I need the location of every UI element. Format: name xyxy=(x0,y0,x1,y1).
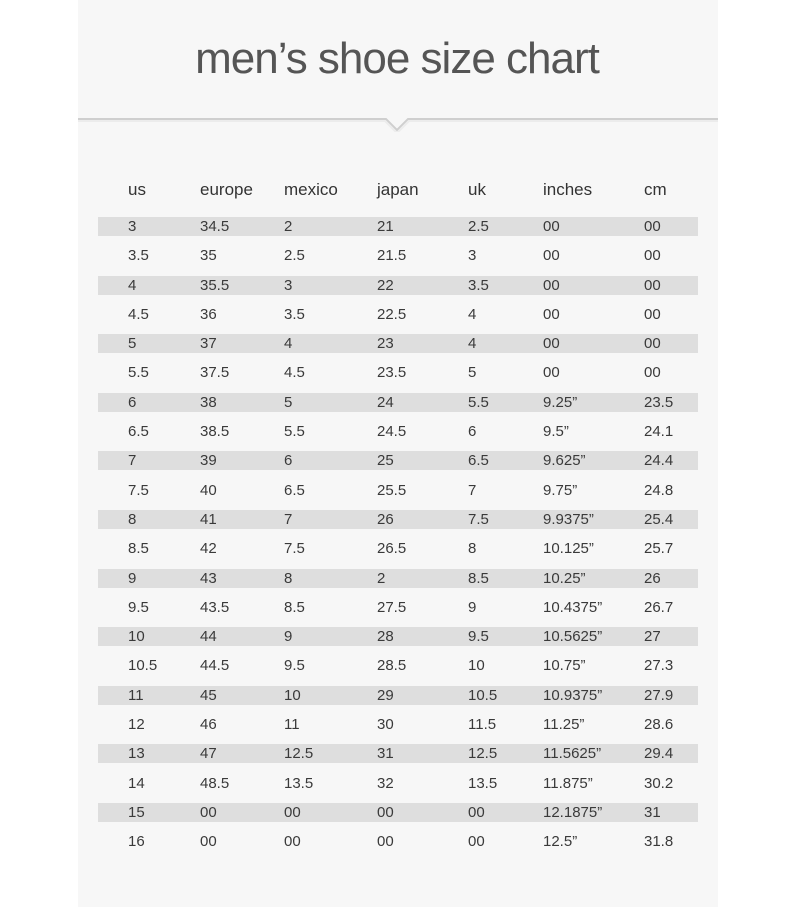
cell-inches: 12.1875” xyxy=(543,803,603,821)
cell-inches: 10.5625” xyxy=(543,628,603,646)
cell-mexico: 6.5 xyxy=(284,481,305,499)
cell-us: 6.5 xyxy=(128,423,149,441)
cell-europe: 41 xyxy=(200,510,217,528)
cell-us: 9.5 xyxy=(128,598,149,616)
column-header-us: us xyxy=(128,180,146,199)
row-shading xyxy=(98,803,698,822)
cell-japan: 25.5 xyxy=(377,481,407,499)
cell-mexico: 6 xyxy=(284,452,293,470)
cell-inches: 9.25” xyxy=(543,393,578,411)
cell-uk: 10.5 xyxy=(468,686,498,704)
cell-inches: 12.5” xyxy=(543,833,578,851)
cell-us: 4.5 xyxy=(128,305,149,323)
cell-europe: 43.5 xyxy=(200,598,230,616)
row-shading xyxy=(98,276,698,295)
cell-mexico: 5 xyxy=(284,393,293,411)
cell-uk: 8 xyxy=(468,540,477,558)
table-row xyxy=(98,329,698,358)
cell-inches: 9.625” xyxy=(543,452,586,470)
cell-japan: 23 xyxy=(377,335,394,353)
cell-us: 8 xyxy=(128,510,137,528)
cell-uk: 5.5 xyxy=(468,393,489,411)
cell-cm: 25.4 xyxy=(644,510,674,528)
table-row xyxy=(98,212,698,241)
cell-us: 6 xyxy=(128,393,137,411)
cell-uk: 7.5 xyxy=(468,510,489,528)
cell-uk: 00 xyxy=(468,833,485,851)
table-row xyxy=(98,769,698,798)
table-row xyxy=(98,534,698,563)
cell-mexico: 7 xyxy=(284,510,293,528)
cell-us: 16 xyxy=(128,833,145,851)
cell-inches: 00 xyxy=(543,335,560,353)
column-header-mexico: mexico xyxy=(284,180,338,199)
cell-uk: 6.5 xyxy=(468,452,489,470)
cell-cm: 31 xyxy=(644,803,661,821)
cell-us: 5.5 xyxy=(128,364,149,382)
cell-uk: 4 xyxy=(468,335,477,353)
row-shading xyxy=(98,686,698,705)
cell-mexico: 12.5 xyxy=(284,745,314,763)
cell-europe: 35 xyxy=(200,247,217,265)
cell-us: 7.5 xyxy=(128,481,149,499)
cell-uk: 11.5 xyxy=(468,716,497,734)
cell-inches: 9.9375” xyxy=(543,510,594,528)
cell-uk: 2.5 xyxy=(468,218,489,235)
table-row xyxy=(98,798,698,827)
cell-mexico: 00 xyxy=(284,803,301,821)
cell-europe: 00 xyxy=(200,803,217,821)
cell-japan: 28 xyxy=(377,628,394,646)
cell-uk: 13.5 xyxy=(468,774,498,792)
cell-mexico: 8 xyxy=(284,569,293,587)
cell-inches: 00 xyxy=(543,247,560,265)
cell-uk: 9 xyxy=(468,598,477,616)
cell-mexico: 4.5 xyxy=(284,364,305,382)
cell-japan: 21 xyxy=(377,218,394,235)
cell-europe: 42 xyxy=(200,540,217,558)
cell-europe: 35.5 xyxy=(200,276,230,294)
cell-uk: 4 xyxy=(468,305,477,323)
row-shading xyxy=(98,451,698,470)
cell-mexico: 5.5 xyxy=(284,423,305,441)
table-row xyxy=(98,476,698,505)
cell-japan: 2 xyxy=(377,569,386,587)
cell-cm: 00 xyxy=(644,305,661,323)
cell-japan: 22 xyxy=(377,276,394,294)
table-row xyxy=(98,739,698,768)
size-table xyxy=(98,172,698,857)
cell-japan: 29 xyxy=(377,686,394,704)
cell-europe: 00 xyxy=(200,833,217,851)
cell-uk: 8.5 xyxy=(468,569,489,587)
cell-cm: 00 xyxy=(644,335,661,353)
cell-europe: 44.5 xyxy=(200,657,230,675)
table-row xyxy=(98,681,698,710)
cell-cm: 26 xyxy=(644,569,661,587)
table-row xyxy=(98,710,698,739)
cell-us: 15 xyxy=(128,803,145,821)
cell-cm: 28.6 xyxy=(644,716,674,734)
cell-us: 10.5 xyxy=(128,657,158,675)
cell-cm: 27 xyxy=(644,628,661,646)
cell-inches: 00 xyxy=(543,364,560,382)
cell-uk: 00 xyxy=(468,803,485,821)
cell-japan: 28.5 xyxy=(377,657,407,675)
cell-japan: 24.5 xyxy=(377,423,407,441)
cell-mexico: 4 xyxy=(284,335,293,353)
cell-japan: 24 xyxy=(377,393,394,411)
row-shading xyxy=(98,217,698,236)
cell-us: 3 xyxy=(128,218,137,235)
cell-japan: 27.5 xyxy=(377,598,407,616)
cell-inches: 10.9375” xyxy=(543,686,603,704)
cell-inches: 00 xyxy=(543,218,560,235)
cell-europe: 38 xyxy=(200,393,217,411)
column-header-japan: japan xyxy=(377,180,419,199)
table-row xyxy=(98,505,698,534)
cell-mexico: 2.5 xyxy=(284,247,305,265)
table-row xyxy=(98,241,698,270)
cell-japan: 32 xyxy=(377,774,394,792)
cell-europe: 44 xyxy=(200,628,217,646)
table-row xyxy=(98,593,698,622)
cell-japan: 21.5 xyxy=(377,247,407,265)
row-shading xyxy=(98,569,698,588)
cell-us: 11 xyxy=(128,686,144,704)
row-shading xyxy=(98,510,698,529)
cell-cm: 00 xyxy=(644,247,661,265)
cell-uk: 5 xyxy=(468,364,477,382)
cell-japan: 22.5 xyxy=(377,305,407,323)
table-row xyxy=(98,271,698,300)
cell-cm: 31.8 xyxy=(644,833,674,851)
cell-mexico: 13.5 xyxy=(284,774,314,792)
cell-us: 3.5 xyxy=(128,247,149,265)
cell-mexico: 7.5 xyxy=(284,540,305,558)
cell-cm: 00 xyxy=(644,276,661,294)
cell-mexico: 8.5 xyxy=(284,598,305,616)
column-header-uk: uk xyxy=(468,180,486,199)
cell-inches: 10.25” xyxy=(543,569,586,587)
cell-mexico: 3.5 xyxy=(284,305,305,323)
cell-us: 5 xyxy=(128,335,137,353)
cell-inches: 11.875” xyxy=(543,774,593,792)
cell-japan: 00 xyxy=(377,833,394,851)
column-header-inches: inches xyxy=(543,180,593,199)
table-row xyxy=(98,388,698,417)
cell-cm: 27.3 xyxy=(644,657,674,675)
cell-us: 12 xyxy=(128,716,145,734)
cell-mexico: 3 xyxy=(284,276,293,294)
table-row xyxy=(98,622,698,651)
cell-inches: 9.75” xyxy=(543,481,578,499)
cell-us: 13 xyxy=(128,745,145,763)
table-row xyxy=(98,564,698,593)
cell-europe: 37 xyxy=(200,335,217,353)
cell-uk: 6 xyxy=(468,423,477,441)
cell-europe: 38.5 xyxy=(200,423,230,441)
cell-inches: 9.5” xyxy=(543,423,569,441)
cell-cm: 29.4 xyxy=(644,745,674,763)
cell-uk: 10 xyxy=(468,657,485,675)
cell-mexico: 9.5 xyxy=(284,657,305,675)
cell-us: 10 xyxy=(128,628,145,646)
cell-inches: 00 xyxy=(543,305,560,323)
cell-cm: 27.9 xyxy=(644,686,674,704)
row-shading xyxy=(98,744,698,763)
cell-inches: 11.5625” xyxy=(543,745,602,763)
cell-europe: 40 xyxy=(200,481,217,499)
cell-mexico: 11 xyxy=(284,716,300,734)
cell-uk: 3 xyxy=(468,247,477,265)
row-shading xyxy=(98,393,698,412)
table-row xyxy=(98,651,698,680)
row-shading xyxy=(98,334,698,353)
cell-japan: 30 xyxy=(377,716,394,734)
cell-uk: 12.5 xyxy=(468,745,498,763)
cell-japan: 26 xyxy=(377,510,394,528)
table-row xyxy=(98,417,698,446)
cell-mexico: 2 xyxy=(284,218,293,235)
cell-cm: 26.7 xyxy=(644,598,674,616)
cell-cm: 00 xyxy=(644,218,661,235)
table-row xyxy=(98,358,698,387)
cell-us: 4 xyxy=(128,276,137,294)
table-row xyxy=(98,827,698,856)
cell-inches: 10.125” xyxy=(543,540,594,558)
cell-us: 9 xyxy=(128,569,137,587)
cell-japan: 26.5 xyxy=(377,540,407,558)
table-body xyxy=(98,212,698,857)
table-row xyxy=(98,300,698,329)
cell-us: 8.5 xyxy=(128,540,149,558)
cell-europe: 45 xyxy=(200,686,217,704)
cell-europe: 47 xyxy=(200,745,217,763)
cell-cm: 24.1 xyxy=(644,423,674,441)
cell-japan: 00 xyxy=(377,803,394,821)
cell-cm: 30.2 xyxy=(644,774,674,792)
cell-uk: 7 xyxy=(468,481,477,499)
cell-europe: 46 xyxy=(200,716,217,734)
cell-mexico: 10 xyxy=(284,686,301,704)
cell-japan: 31 xyxy=(377,745,394,763)
table-row xyxy=(98,446,698,475)
cell-uk: 3.5 xyxy=(468,276,489,294)
cell-mexico: 00 xyxy=(284,833,301,851)
cell-inches: 10.75” xyxy=(543,657,586,675)
cell-europe: 39 xyxy=(200,452,217,470)
cell-cm: 24.8 xyxy=(644,481,674,499)
cell-us: 14 xyxy=(128,774,145,792)
cell-europe: 37.5 xyxy=(200,364,230,382)
cell-inches: 11.25” xyxy=(543,716,585,734)
cell-cm: 00 xyxy=(644,364,661,382)
cell-europe: 36 xyxy=(200,305,217,323)
cell-cm: 23.5 xyxy=(644,393,674,411)
cell-europe: 34.5 xyxy=(200,218,230,235)
title-divider xyxy=(78,108,718,132)
page-title: men’s shoe size chart xyxy=(195,34,599,83)
cell-mexico: 9 xyxy=(284,628,293,646)
table-header xyxy=(98,172,698,212)
cell-cm: 25.7 xyxy=(644,540,674,558)
cell-inches: 10.4375” xyxy=(543,598,603,616)
cell-japan: 25 xyxy=(377,452,394,470)
cell-japan: 23.5 xyxy=(377,364,407,382)
column-header-europe: europe xyxy=(200,180,253,199)
cell-europe: 48.5 xyxy=(200,774,230,792)
cell-uk: 9.5 xyxy=(468,628,489,646)
cell-europe: 43 xyxy=(200,569,217,587)
cell-us: 7 xyxy=(128,452,137,470)
cell-inches: 00 xyxy=(543,276,560,294)
row-shading xyxy=(98,627,698,646)
column-header-cm: cm xyxy=(644,180,667,199)
cell-cm: 24.4 xyxy=(644,452,674,470)
